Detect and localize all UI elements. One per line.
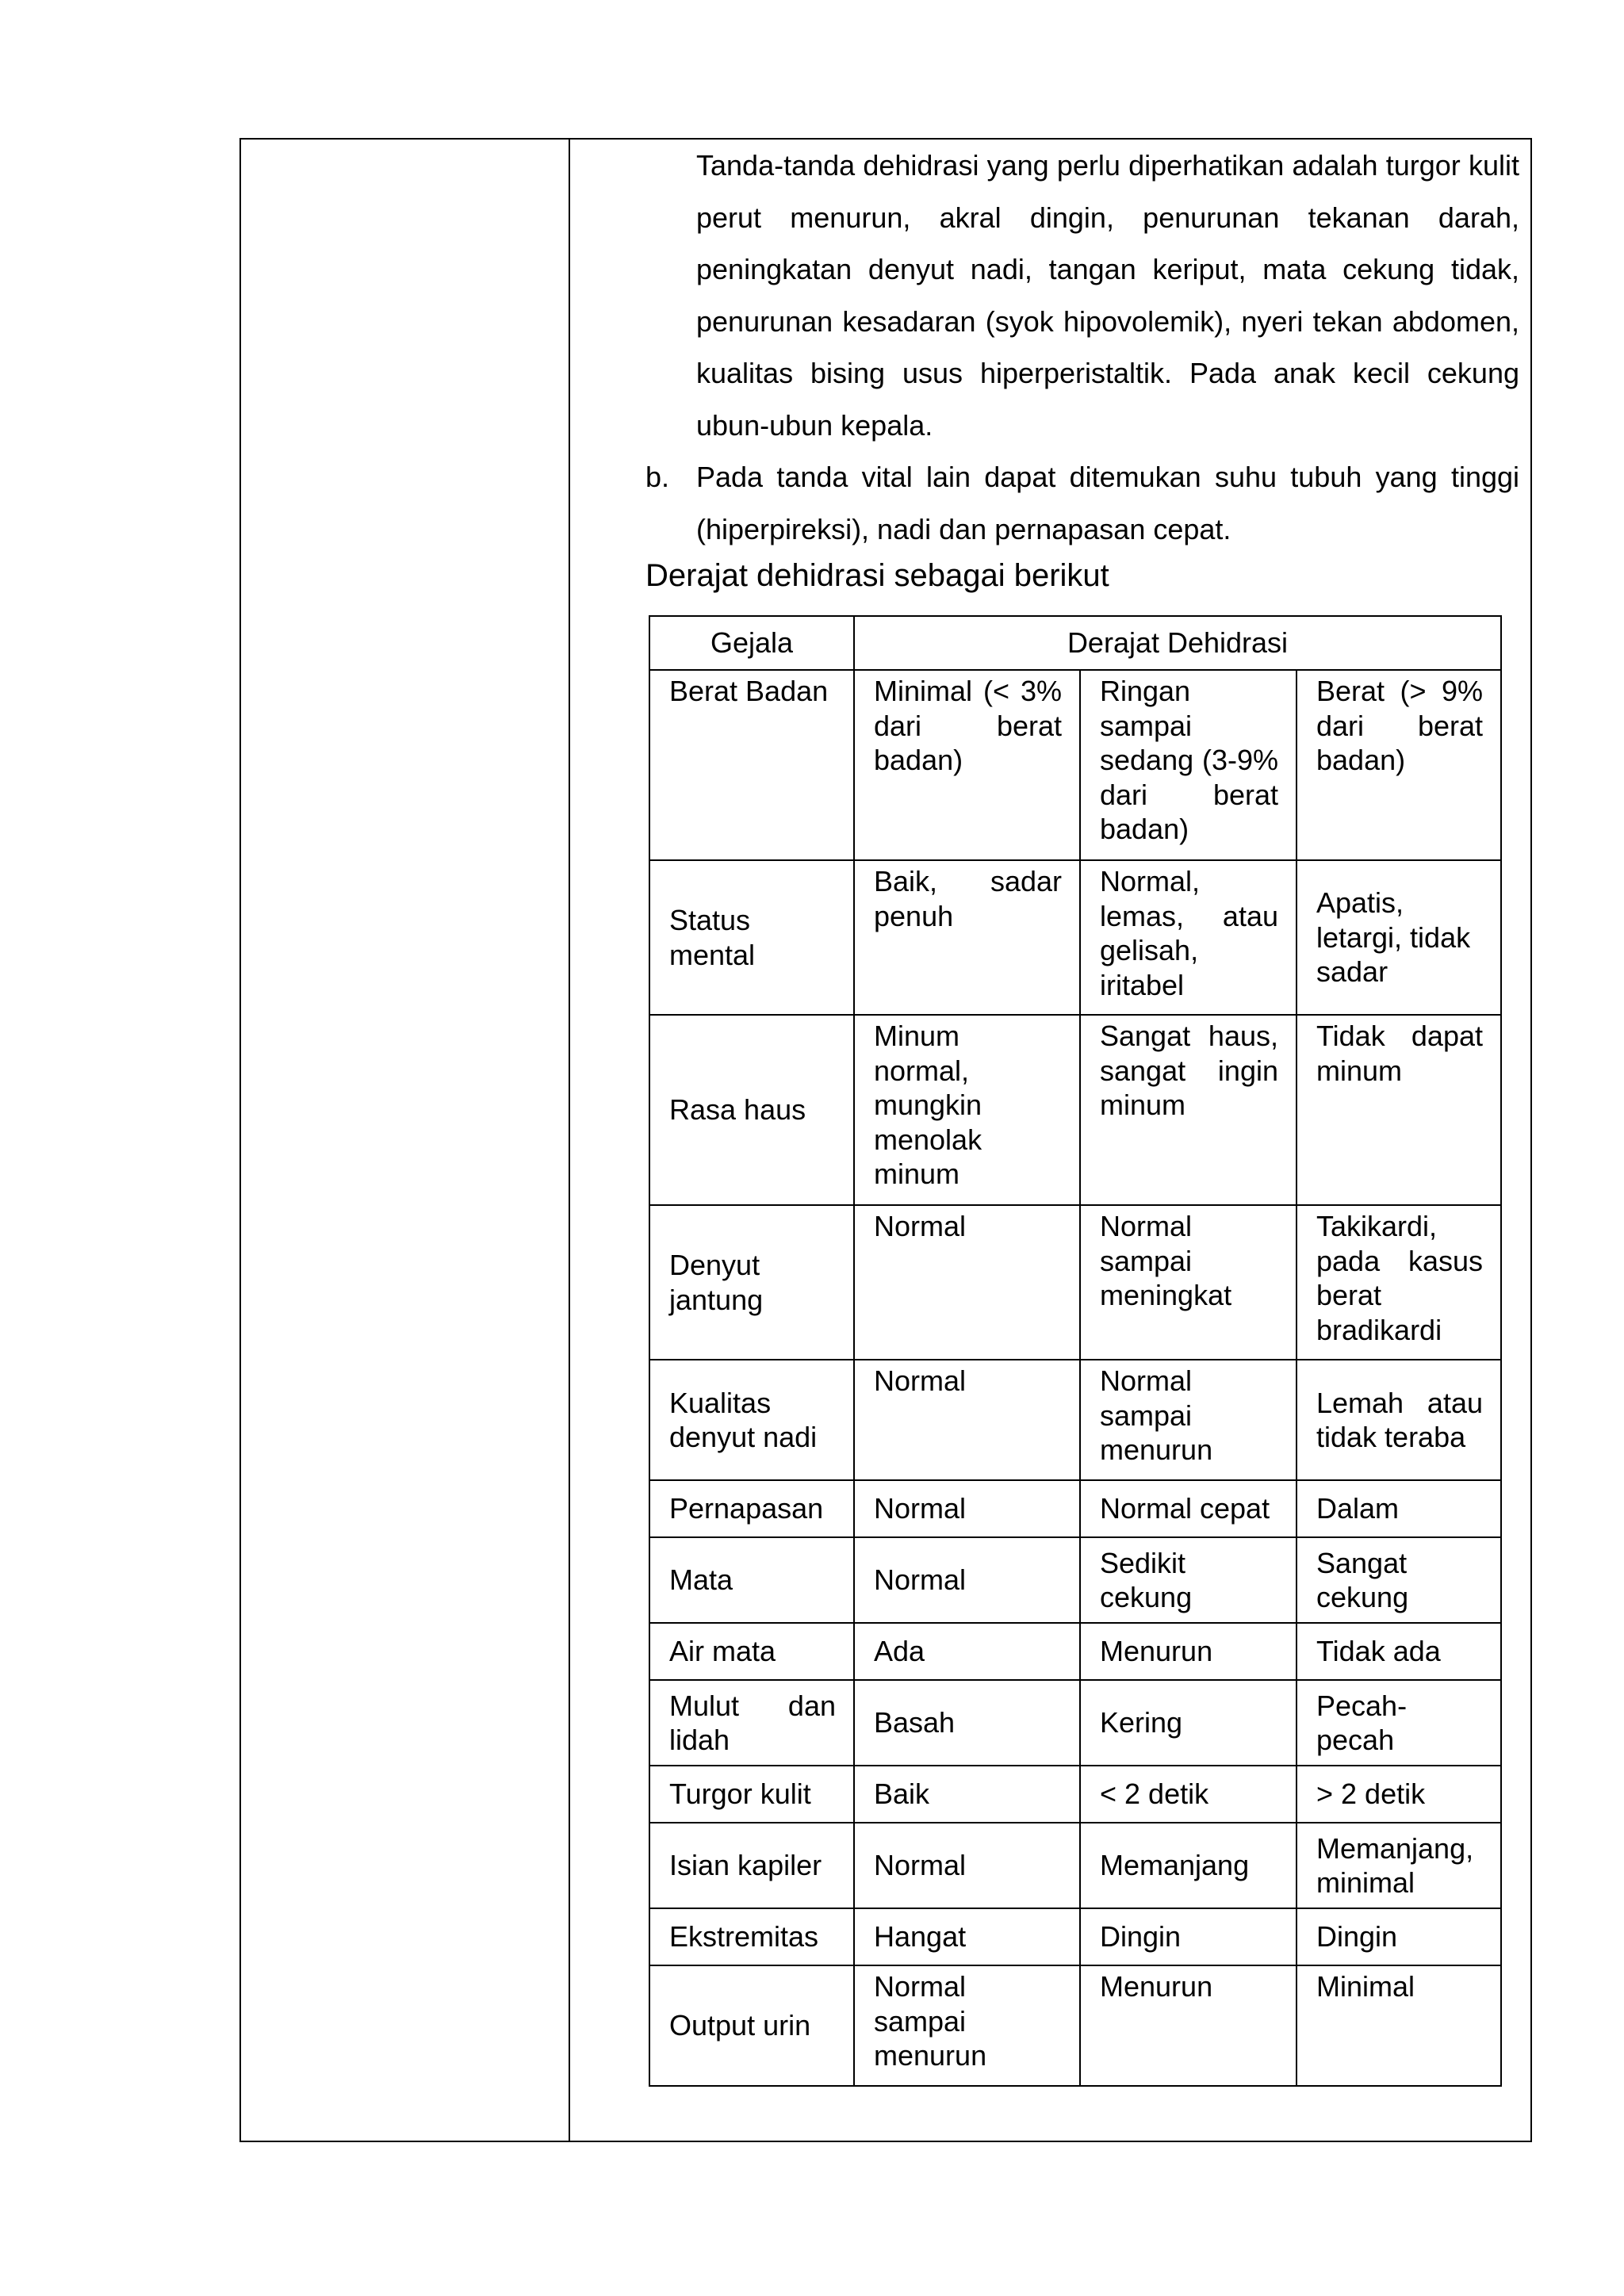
header-gejala: Gejala bbox=[649, 616, 854, 670]
cell-minimal: Normal bbox=[854, 1360, 1080, 1480]
table-row bbox=[649, 1680, 1501, 1766]
cell-gejala: Output urin bbox=[649, 1965, 854, 2086]
cell-gejala: Rasa haus bbox=[649, 1015, 854, 1205]
cell-minimal: Hangat bbox=[854, 1908, 1080, 1965]
table-row bbox=[649, 1480, 1501, 1537]
cell-minimal: Normal sampai menurun bbox=[854, 1965, 1080, 2086]
cell-gejala: Turgor kulit bbox=[649, 1766, 854, 1823]
cell-ringan: Ringan sampai sedang (3-9% dari berat badan) bbox=[1080, 670, 1297, 860]
list-marker-b: b. bbox=[645, 461, 670, 493]
cell-berat: Apatis, letargi, tidak sadar bbox=[1297, 860, 1501, 1015]
cell-minimal: Normal bbox=[854, 1537, 1080, 1623]
cell-berat: > 2 detik bbox=[1297, 1766, 1501, 1823]
table-row bbox=[649, 1908, 1501, 1965]
cell-ringan: Normal, lemas, atau gelisah, iritabel bbox=[1080, 860, 1297, 1015]
table-row bbox=[649, 1205, 1501, 1360]
cell-berat: Takikardi, pada kasus berat bradikardi bbox=[1297, 1205, 1501, 1360]
table-row bbox=[649, 1360, 1501, 1480]
cell-ringan: < 2 detik bbox=[1080, 1766, 1297, 1823]
table-row bbox=[649, 1015, 1501, 1205]
cell-ringan: Sedikit cekung bbox=[1080, 1537, 1297, 1623]
table-header-row bbox=[649, 616, 1501, 670]
cell-gejala: Kualitas denyut nadi bbox=[649, 1360, 854, 1480]
cell-berat: Tidak ada bbox=[1297, 1623, 1501, 1680]
table-row bbox=[649, 1823, 1501, 1908]
cell-berat: Dingin bbox=[1297, 1908, 1501, 1965]
cell-ringan: Memanjang bbox=[1080, 1823, 1297, 1908]
cell-minimal: Minimal (< 3% dari berat badan) bbox=[854, 670, 1080, 860]
cell-ringan: Normal sampai menurun bbox=[1080, 1360, 1297, 1480]
cell-berat: Berat (> 9% dari berat badan) bbox=[1297, 670, 1501, 860]
cell-berat: Dalam bbox=[1297, 1480, 1501, 1537]
table-heading: Derajat dehidrasi sebagai berikut bbox=[645, 558, 1109, 593]
cell-minimal: Normal bbox=[854, 1823, 1080, 1908]
cell-ringan: Normal sampai meningkat bbox=[1080, 1205, 1297, 1360]
dehydration-table bbox=[649, 615, 1502, 2087]
cell-gejala: Ekstremitas bbox=[649, 1908, 854, 1965]
table-row bbox=[649, 1623, 1501, 1680]
cell-gejala: Mulut dan lidah bbox=[649, 1680, 854, 1766]
cell-minimal: Baik, sadar penuh bbox=[854, 860, 1080, 1015]
cell-minimal: Normal bbox=[854, 1480, 1080, 1537]
table-row bbox=[649, 1766, 1501, 1823]
cell-gejala: Pernapasan bbox=[649, 1480, 854, 1537]
header-derajat-dehidrasi: Derajat Dehidrasi bbox=[854, 616, 1501, 670]
table-row bbox=[649, 1965, 1501, 2086]
cell-berat: Memanjang, minimal bbox=[1297, 1823, 1501, 1908]
cell-ringan: Kering bbox=[1080, 1680, 1297, 1766]
cell-minimal: Basah bbox=[854, 1680, 1080, 1766]
cell-berat: Minimal bbox=[1297, 1965, 1501, 2086]
cell-berat: Lemah atau tidak teraba bbox=[1297, 1360, 1501, 1480]
cell-ringan: Menurun bbox=[1080, 1965, 1297, 2086]
cell-minimal: Ada bbox=[854, 1623, 1080, 1680]
cell-ringan: Normal cepat bbox=[1080, 1480, 1297, 1537]
cell-berat: Pecah-pecah bbox=[1297, 1680, 1501, 1766]
table-row bbox=[649, 670, 1501, 860]
cell-gejala: Denyut jantung bbox=[649, 1205, 854, 1360]
cell-ringan: Dingin bbox=[1080, 1908, 1297, 1965]
cell-gejala: Isian kapiler bbox=[649, 1823, 854, 1908]
table-row bbox=[649, 1537, 1501, 1623]
cell-minimal: Baik bbox=[854, 1766, 1080, 1823]
cell-minimal: Normal bbox=[854, 1205, 1080, 1360]
page-frame bbox=[239, 138, 1532, 2142]
cell-berat: Sangat cekung bbox=[1297, 1537, 1501, 1623]
paragraph-b: Pada tanda vital lain dapat ditemukan suhu tubuh yang tinggi (hiperpireksi), nadi dan pernapasan cepat. bbox=[696, 461, 1519, 545]
cell-ringan: Sangat haus, sangat ingin minum bbox=[1080, 1015, 1297, 1205]
cell-minimal: Minum normal, mungkin menolak minum bbox=[854, 1015, 1080, 1205]
paragraph-a-continuation: Tanda-tanda dehidrasi yang perlu diperhatikan adalah turgor kulit perut menurun, akral dingin, penurunan tekanan darah, peningkatan denyut nadi, tangan keriput, mata cekung tidak, penurunan kesadaran (syok hipovolemik), nyeri tekan abdomen, kualitas bising usus hiperperistaltik. Pada anak kecil cekung ubun-ubun kepala. bbox=[696, 149, 1519, 442]
cell-gejala: Berat Badan bbox=[649, 670, 854, 860]
table-row bbox=[649, 860, 1501, 1015]
left-column bbox=[241, 140, 570, 2141]
cell-gejala: Mata bbox=[649, 1537, 854, 1623]
cell-berat: Tidak dapat minum bbox=[1297, 1015, 1501, 1205]
cell-gejala: Air mata bbox=[649, 1623, 854, 1680]
cell-gejala: Status mental bbox=[649, 860, 854, 1015]
cell-ringan: Menurun bbox=[1080, 1623, 1297, 1680]
